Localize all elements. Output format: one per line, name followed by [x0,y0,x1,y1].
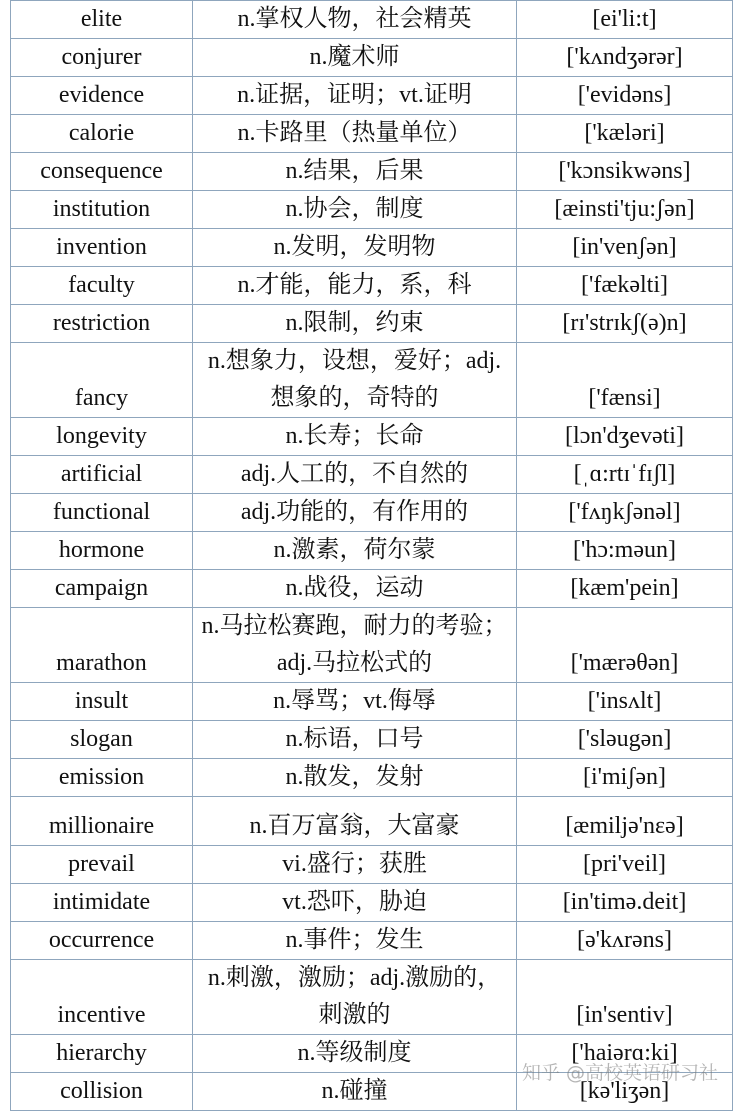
word-cell: conjurer [11,39,193,77]
word-cell: occurrence [11,922,193,960]
word-cell: hierarchy [11,1035,193,1073]
table-row [11,570,733,608]
meaning-cell: n.想象力，设想，爱好；adj.想象的，奇特的 [193,343,517,418]
table-row [11,797,733,846]
phonetic-cell: [ə'kʌrəns] [517,922,733,960]
meaning-cell: n.才能，能力，系，科 [193,267,517,305]
phonetic-cell: ['kɔnsikwəns] [517,153,733,191]
word-cell: slogan [11,721,193,759]
word-cell: functional [11,494,193,532]
table-row [11,343,733,418]
meaning-cell: n.战役，运动 [193,570,517,608]
table-row [11,267,733,305]
table-row [11,721,733,759]
phonetic-cell: [in'sentiv] [517,960,733,1035]
meaning-cell: n.标语，口号 [193,721,517,759]
word-cell: elite [11,1,193,39]
table-row [11,960,733,1035]
phonetic-cell: [æmiljə'nɛə] [517,797,733,846]
meaning-cell: n.碰撞 [193,1073,517,1111]
word-cell: collision [11,1073,193,1111]
phonetic-cell: ['mærəθən] [517,608,733,683]
watermark: 知乎 @高校英语研习社 [521,1062,718,1084]
phonetic-cell: ['kʌndʒərər] [517,39,733,77]
word-cell: calorie [11,115,193,153]
phonetic-cell: ['fʌŋkʃənəl] [517,494,733,532]
table-row [11,229,733,267]
phonetic-cell: ['insʌlt] [517,683,733,721]
word-cell: incentive [11,960,193,1035]
phonetic-cell: ['sləugən] [517,721,733,759]
word-cell: insult [11,683,193,721]
phonetic-cell: [æinsti'tju:ʃən] [517,191,733,229]
phonetic-cell: [kə'liʒən] [517,1073,733,1111]
meaning-cell: n.百万富翁，大富豪 [193,797,517,846]
word-cell: institution [11,191,193,229]
phonetic-cell: ['haiərɑ:ki] [517,1035,733,1073]
table-row [11,1,733,39]
table-row [11,759,733,797]
phonetic-cell: [in'timə.deit] [517,884,733,922]
word-cell: invention [11,229,193,267]
vocabulary-table [10,0,733,1111]
word-cell: emission [11,759,193,797]
phonetic-cell: [ei'li:t] [517,1,733,39]
word-cell: artificial [11,456,193,494]
meaning-cell: n.限制，约束 [193,305,517,343]
meaning-cell: n.魔术师 [193,39,517,77]
table-row [11,884,733,922]
meaning-cell: n.辱骂；vt.侮辱 [193,683,517,721]
word-cell: evidence [11,77,193,115]
table-row [11,922,733,960]
word-cell: millionaire [11,797,193,846]
phonetic-cell: ['fænsi] [517,343,733,418]
meaning-cell: n.刺激，激励；adj.激励的，刺激的 [193,960,517,1035]
table-row [11,456,733,494]
word-cell: consequence [11,153,193,191]
word-cell: fancy [11,343,193,418]
table-row [11,115,733,153]
table-row [11,153,733,191]
meaning-cell: n.长寿；长命 [193,418,517,456]
table-row [11,532,733,570]
phonetic-cell: ['hɔ:məun] [517,532,733,570]
table-row [11,77,733,115]
meaning-cell: n.马拉松赛跑，耐力的考验；adj.马拉松式的 [193,608,517,683]
meaning-cell: adj.人工的，不自然的 [193,456,517,494]
word-cell: longevity [11,418,193,456]
vocabulary-table-body [11,1,733,1111]
phonetic-cell: [i'miʃən] [517,759,733,797]
phonetic-cell: [kæm'pein] [517,570,733,608]
meaning-cell: n.掌权人物，社会精英 [193,1,517,39]
meaning-cell: vi.盛行；获胜 [193,846,517,884]
word-cell: restriction [11,305,193,343]
table-row [11,608,733,683]
meaning-cell: n.事件；发生 [193,922,517,960]
meaning-cell: n.激素，荷尔蒙 [193,532,517,570]
phonetic-cell: [pri'veil] [517,846,733,884]
meaning-cell: n.协会，制度 [193,191,517,229]
table-row [11,683,733,721]
table-row [11,494,733,532]
phonetic-cell: ['fækəlti] [517,267,733,305]
word-cell: hormone [11,532,193,570]
table-row [11,418,733,456]
meaning-cell: n.卡路里（热量单位） [193,115,517,153]
meaning-cell: adj.功能的，有作用的 [193,494,517,532]
table-row [11,191,733,229]
meaning-cell: n.散发，发射 [193,759,517,797]
meaning-cell: n.发明，发明物 [193,229,517,267]
word-cell: intimidate [11,884,193,922]
meaning-cell: vt.恐吓，胁迫 [193,884,517,922]
phonetic-cell: [ˌɑ:rtɪˈfɪʃl] [517,456,733,494]
meaning-cell: n.结果，后果 [193,153,517,191]
meaning-cell: n.等级制度 [193,1035,517,1073]
table-row [11,305,733,343]
phonetic-cell: ['evidəns] [517,77,733,115]
table-row [11,846,733,884]
phonetic-cell: [rɪ'strɪkʃ(ə)n] [517,305,733,343]
word-cell: marathon [11,608,193,683]
table-row [11,39,733,77]
word-cell: prevail [11,846,193,884]
phonetic-cell: [lɔn'dʒevəti] [517,418,733,456]
phonetic-cell: [in'venʃən] [517,229,733,267]
phonetic-cell: ['kæləri] [517,115,733,153]
meaning-cell: n.证据，证明；vt.证明 [193,77,517,115]
word-cell: campaign [11,570,193,608]
word-cell: faculty [11,267,193,305]
